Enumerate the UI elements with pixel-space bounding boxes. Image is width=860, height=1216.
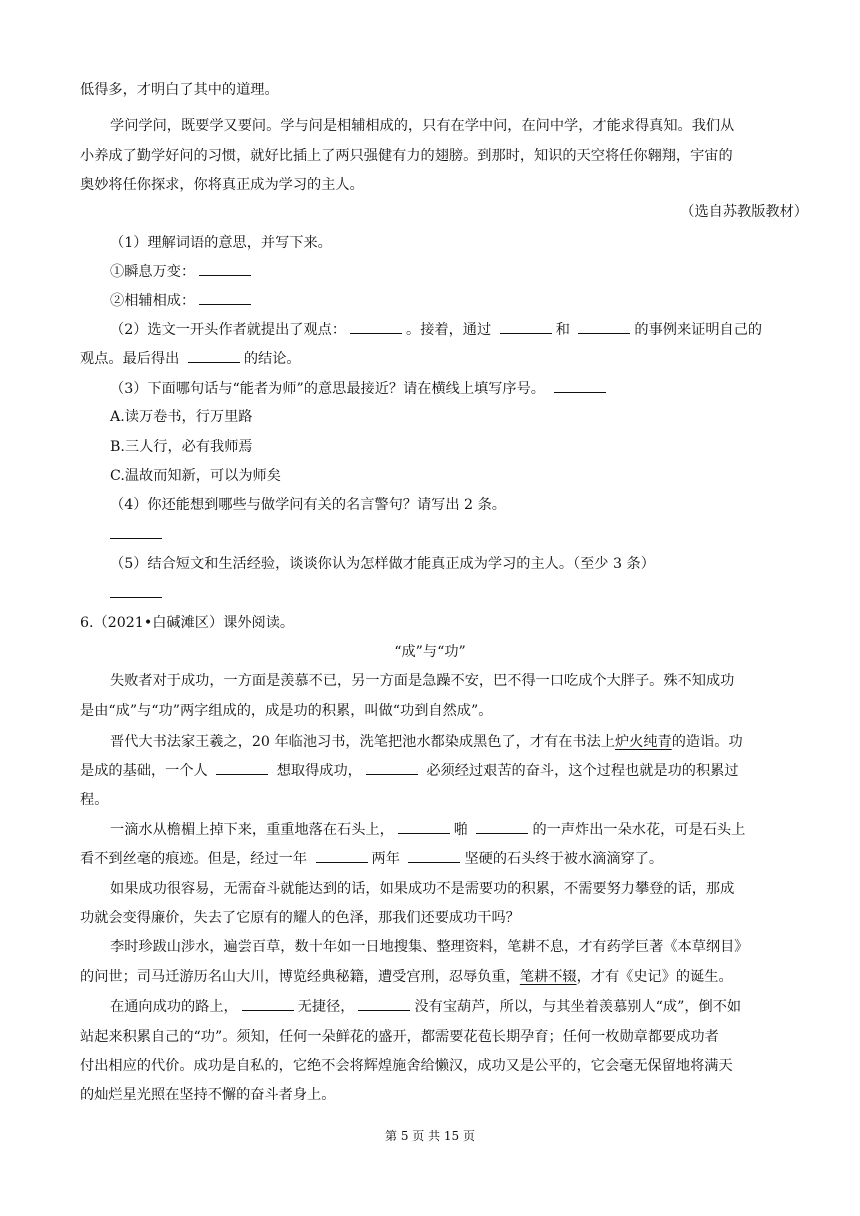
answer-blank[interactable]	[199, 261, 251, 276]
text-line	[80, 1084, 780, 1106]
text: 观点。最后得出	[80, 351, 180, 367]
text: C.温故而知新，可以为师矣	[110, 468, 281, 484]
option-c	[110, 465, 810, 487]
text: “成”与“功”	[394, 644, 466, 660]
option-a	[110, 406, 810, 428]
question-3	[110, 378, 810, 400]
text: 和	[555, 322, 570, 338]
question-2-cont	[80, 348, 780, 370]
answer-blank[interactable]	[316, 848, 368, 863]
text-line	[110, 819, 810, 841]
text: 的灿烂星光照在坚持不懈的奋斗者身上。	[80, 1087, 336, 1103]
answer-blank[interactable]	[188, 348, 240, 363]
article-title	[0, 641, 860, 663]
question-4	[110, 494, 810, 516]
text: ①瞬息万变：	[110, 264, 196, 280]
text-line	[80, 848, 780, 870]
answer-line-5	[110, 583, 810, 605]
text: 功就会变得廉价，失去了它原有的耀人的色泽，那我们还要成功干吗？	[80, 910, 520, 926]
question-1a	[110, 261, 810, 283]
answer-blank[interactable]	[500, 319, 552, 334]
text: 两年	[371, 851, 400, 867]
text: 是由“成”与“功”两字组成的，成是功的积累，叫做“功到自然成”。	[80, 703, 493, 719]
text: 学问学问，既要学又要问。学与问是相辅相成的，只有在学中问，在问中学，才能求得真知。我们从	[110, 118, 735, 134]
answer-blank[interactable]	[408, 848, 460, 863]
text: 必须经过艰苦的奋斗，这个过程也就是功的积累过	[426, 763, 739, 779]
text: 奥妙将任你探求，你将真正成为学习的主人。	[80, 177, 364, 193]
text: 李时珍跋山涉水，遍尝百草，数十年如一日地搜集、整理资料，笔耕不息，才有药学巨著《本草纲目》	[110, 939, 749, 955]
text: B.三人行，必有我师焉	[110, 439, 253, 455]
option-b	[110, 436, 810, 458]
text-line	[80, 145, 780, 167]
question-1	[110, 232, 810, 254]
answer-blank[interactable]	[216, 760, 268, 775]
text: 坚硬的石头终于被水滴滴穿了。	[464, 851, 664, 867]
text: 失败者对于成功，一方面是羡慕不已，另一方面是急躁不安，巴不得一口吃成个大胖子。殊不知成功	[110, 673, 735, 689]
text-line	[110, 936, 810, 958]
text: 啪	[453, 822, 468, 838]
text-line	[80, 79, 780, 101]
text: 没有宝葫芦，所以，与其坐着羡慕别人“成”，倒不如	[414, 999, 742, 1015]
text: A.读万卷书，行万里路	[110, 409, 253, 425]
answer-blank[interactable]	[199, 290, 251, 305]
text-line	[80, 700, 780, 722]
text: 的问世；司马迁游历名山大川，博览经典秘籍，遭受宫刑，忍辱负重，	[80, 969, 520, 985]
text: 6.（2021•白碱滩区）课外阅读。	[80, 615, 295, 631]
answer-blank[interactable]	[110, 583, 162, 598]
answer-blank[interactable]	[110, 524, 162, 539]
text: （选自苏教版教材）	[680, 204, 808, 220]
question-2	[110, 319, 810, 341]
answer-line-4	[110, 524, 810, 546]
text-line	[80, 760, 780, 782]
answer-blank[interactable]	[578, 319, 630, 334]
text-line	[110, 670, 810, 692]
text: 一滴水从檐楣上掉下来，重重地落在石头上，	[110, 822, 394, 838]
text: 程。	[80, 792, 109, 808]
page-footer	[0, 1128, 860, 1144]
text-line	[110, 115, 810, 137]
text-line	[110, 731, 810, 753]
underlined-phrase: 炉火纯青	[614, 734, 672, 750]
underlined-phrase: 笔耕不辍	[519, 969, 577, 985]
text-line	[80, 174, 780, 196]
answer-blank[interactable]	[476, 819, 528, 834]
text: （3）下面哪句话与“能者为师”的意思最接近？请在横线上填写序号。	[110, 381, 545, 397]
text: 。接着，通过	[406, 322, 492, 338]
text: 小养成了勤学好问的习惯，就好比插上了两只强健有力的翅膀。到那时，知识的天空将任你翱翔，宇宙的	[80, 148, 733, 164]
text: 的事例来证明自己的	[634, 322, 763, 338]
text: 的一声炸出一朵水花，可是石头上	[532, 822, 746, 838]
text: ，才有《史记》的诞生。	[576, 969, 733, 985]
text: 想取得成功，	[276, 763, 362, 779]
text: （2）选文一开头作者就提出了观点：	[110, 322, 347, 338]
answer-blank[interactable]	[554, 378, 606, 393]
text: （1）理解词语的意思，并写下来。	[110, 235, 332, 251]
answer-blank[interactable]	[350, 319, 402, 334]
text: 是成的基础，一个人	[80, 763, 208, 779]
text-line	[80, 907, 780, 929]
text: 低得多，才明白了其中的道理。	[80, 82, 279, 98]
question-1b	[110, 290, 810, 312]
text: 如果成功很容易，无需奋斗就能达到的话，如果成功不是需要功的积累，不需要努力攀登的话，那成	[110, 881, 735, 897]
text: ②相辅相成：	[110, 293, 196, 309]
answer-blank[interactable]	[398, 819, 450, 834]
text-line	[80, 1055, 780, 1077]
text: 无捷径，	[297, 999, 355, 1015]
text: 晋代大书法家王羲之，20 年临池习书，洗笔把池水都染成黑色了，才有在书法上	[110, 734, 615, 750]
answer-blank[interactable]	[242, 996, 294, 1011]
text-line	[110, 878, 810, 900]
text-line	[80, 789, 780, 811]
text: 付出相应的代价。成功是自私的，它绝不会将辉煌施舍给懒汉，成功又是公平的，它会毫无保留地将满天	[80, 1058, 733, 1074]
text: 站起来积累自己的“功”。须知，任何一朵鲜花的盛开，都需要花苞长期孕育；任何一枚勋章都要成功者	[80, 1029, 719, 1045]
text: （4）你还能想到哪些与做学问有关的名言警句？请写出 2 条。	[110, 497, 506, 513]
page-number: 第 5 页 共 15 页	[385, 1129, 475, 1143]
text-line	[80, 1026, 780, 1048]
source-note	[80, 201, 808, 223]
text: 的结论。	[243, 351, 301, 367]
question-5	[110, 553, 810, 575]
text: （5）结合短文和生活经验，谈谈你认为怎样做才能真正成为学习的主人。（至少 3 条）	[110, 556, 655, 572]
answer-blank[interactable]	[358, 996, 410, 1011]
text: 在通向成功的路上，	[110, 999, 238, 1015]
text-line	[110, 996, 810, 1018]
text: 的造诣。功	[671, 734, 743, 750]
text: 看不到丝毫的痕迹。但是，经过一年	[80, 851, 308, 867]
answer-blank[interactable]	[366, 760, 418, 775]
text-line	[80, 966, 780, 988]
question-6	[80, 612, 780, 634]
